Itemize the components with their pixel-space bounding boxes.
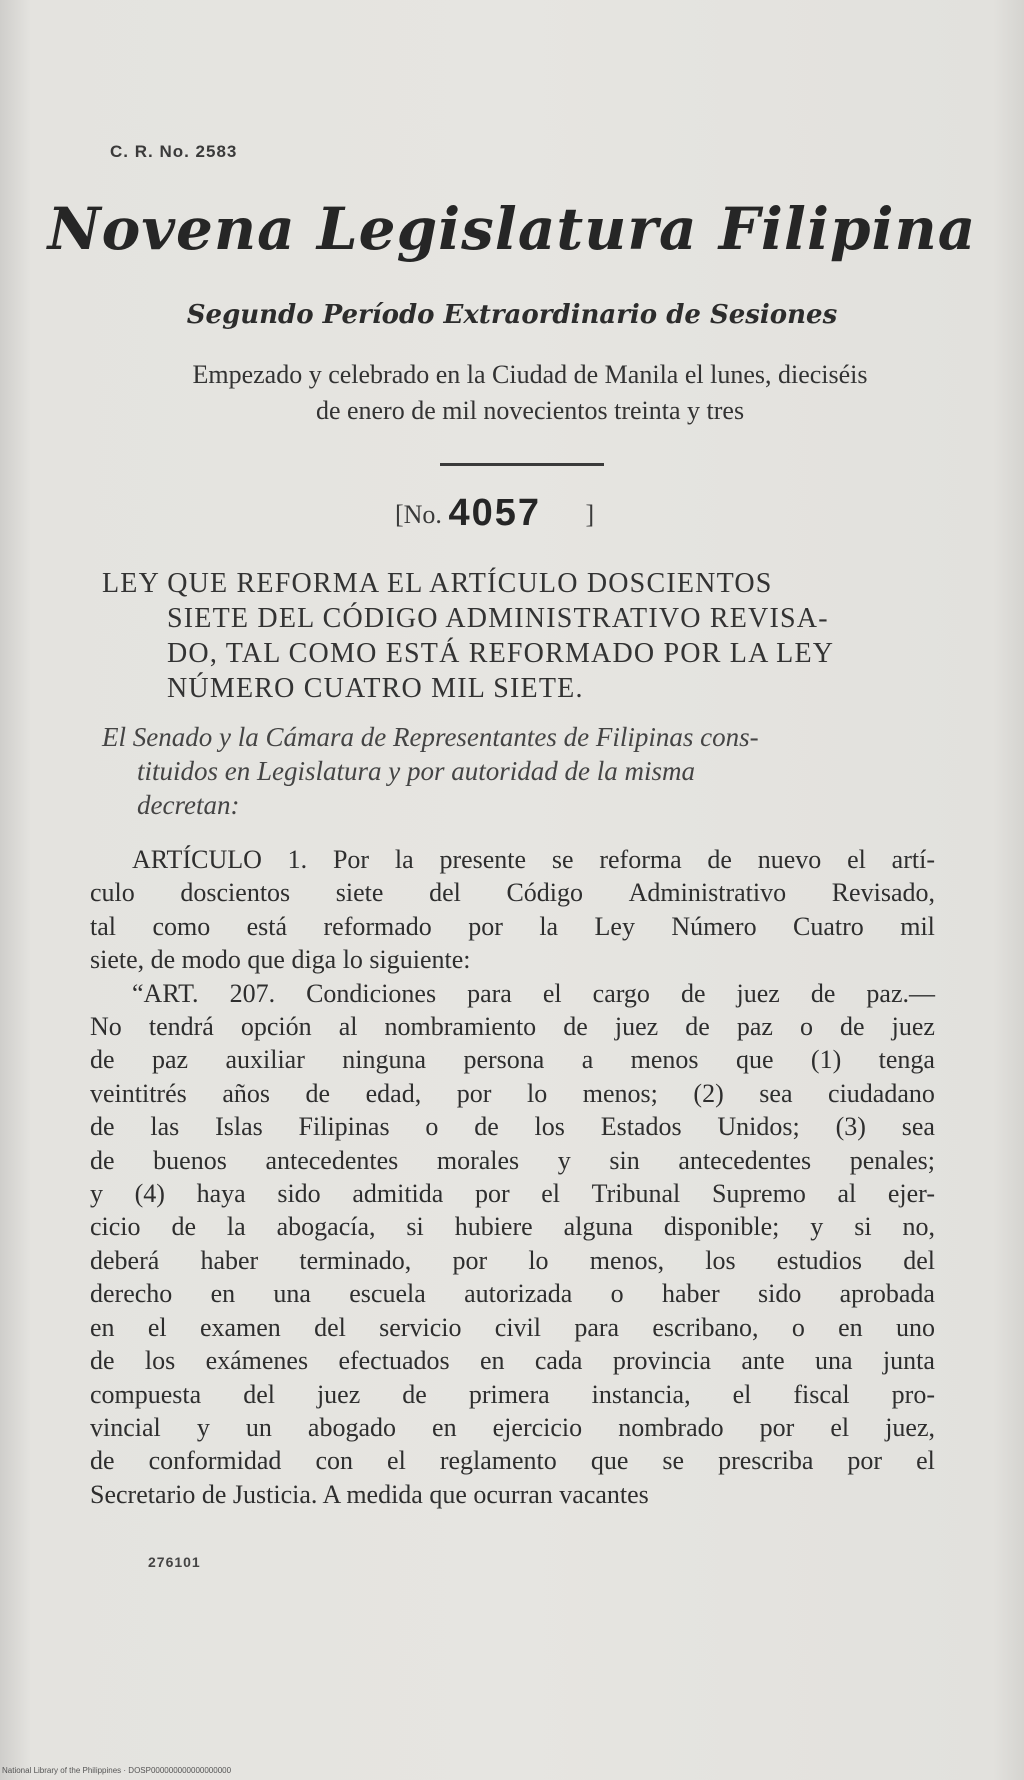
body-line: tal como está reformado por la Ley Número Cuatro mil <box>90 911 935 941</box>
body-line: de los exámenes efectuados en cada provincia ante una junta <box>90 1346 935 1376</box>
law-title <box>102 566 942 706</box>
body-line: compuesta del juez de primera instancia, el fiscal pro- <box>90 1379 935 1409</box>
enacting-clause <box>102 720 942 822</box>
body-line: No tendrá opción al nombramiento de juez de paz o de juez <box>90 1012 935 1042</box>
intro-line: Empezado y celebrado en la Ciudad de Manila el lunes, dieciséis <box>192 360 868 389</box>
body-line: en el examen del servicio civil para escribano, o en uno <box>90 1312 935 1342</box>
legislature-title: Novena Legislatura Filipina <box>47 195 977 263</box>
law-title-line: DO, TAL COMO ESTÁ REFORMADO POR LA LEY <box>167 638 835 669</box>
bill-number-close: ] <box>585 500 595 529</box>
body-line: de conformidad con el reglamento que se prescriba por el <box>90 1446 935 1476</box>
body-line: de buenos antecedentes morales y sin antecedentes penales; <box>90 1145 935 1175</box>
session-subtitle: Segundo Período Extraordinario de Sesiones <box>186 300 838 330</box>
body-line: deberá haber terminado, por lo menos, los estudios del <box>90 1245 935 1275</box>
body-line: siete, de modo que diga lo siguiente: <box>90 945 471 975</box>
bill-number <box>395 492 594 535</box>
cr-number: C. R. No. 2583 <box>110 142 238 161</box>
body-line: ARTÍCULO 1. Por la presente se reforma de nuevo el artí- <box>132 845 935 874</box>
enacting-clause-line: decretan: <box>137 790 240 820</box>
divider-rule <box>440 463 604 466</box>
body-line: derecho en una escuela autorizada o haber sido aprobada <box>90 1279 935 1309</box>
body-line: y (4) haya sido admitida por el Tribunal Supremo al ejer- <box>90 1179 935 1209</box>
enacting-clause-line: tituidos en Legislatura y por autoridad de la misma <box>137 756 696 786</box>
bill-number-open: [No. <box>395 500 442 529</box>
session-intro <box>100 357 960 429</box>
enacting-clause-line: El Senado y la Cámara de Representantes de Filipinas cons- <box>102 722 759 752</box>
body-line: culo doscientos siete del Código Administrativo Revisado, <box>90 878 935 908</box>
bill-number-value: 4057 <box>448 492 541 534</box>
archive-note: National Library of the Philippines · DOSP000000000000000000 <box>2 1766 232 1775</box>
body-line: veintitrés años de edad, por lo menos; (2) sea ciudadano <box>90 1078 935 1108</box>
body-line: vincial y un abogado en ejercicio nombrado por el juez, <box>90 1412 935 1442</box>
body-line: de paz auxiliar ninguna persona a menos que (1) tenga <box>90 1045 935 1075</box>
intro-line: de enero de mil novecientos treinta y tres <box>315 396 745 425</box>
body-line: “ART. 207. Condiciones para el cargo de juez de paz.— <box>132 978 935 1008</box>
body-line: cicio de la abogacía, si hubiere alguna disponible; y si no, <box>90 1212 935 1242</box>
print-code: 276101 <box>148 1554 201 1570</box>
law-title-line: LEY QUE REFORMA EL ARTÍCULO DOSCIENTOS <box>102 568 773 599</box>
law-title-line: SIETE DEL CÓDIGO ADMINISTRATIVO REVISA- <box>167 603 829 634</box>
body-line: de las Islas Filipinas o de los Estados Unidos; (3) sea <box>90 1112 935 1142</box>
law-title-line: NÚMERO CUATRO MIL SIETE. <box>167 673 584 704</box>
article-body <box>90 843 935 1511</box>
body-line: Secretario de Justicia. A medida que ocurran vacantes <box>90 1479 649 1509</box>
